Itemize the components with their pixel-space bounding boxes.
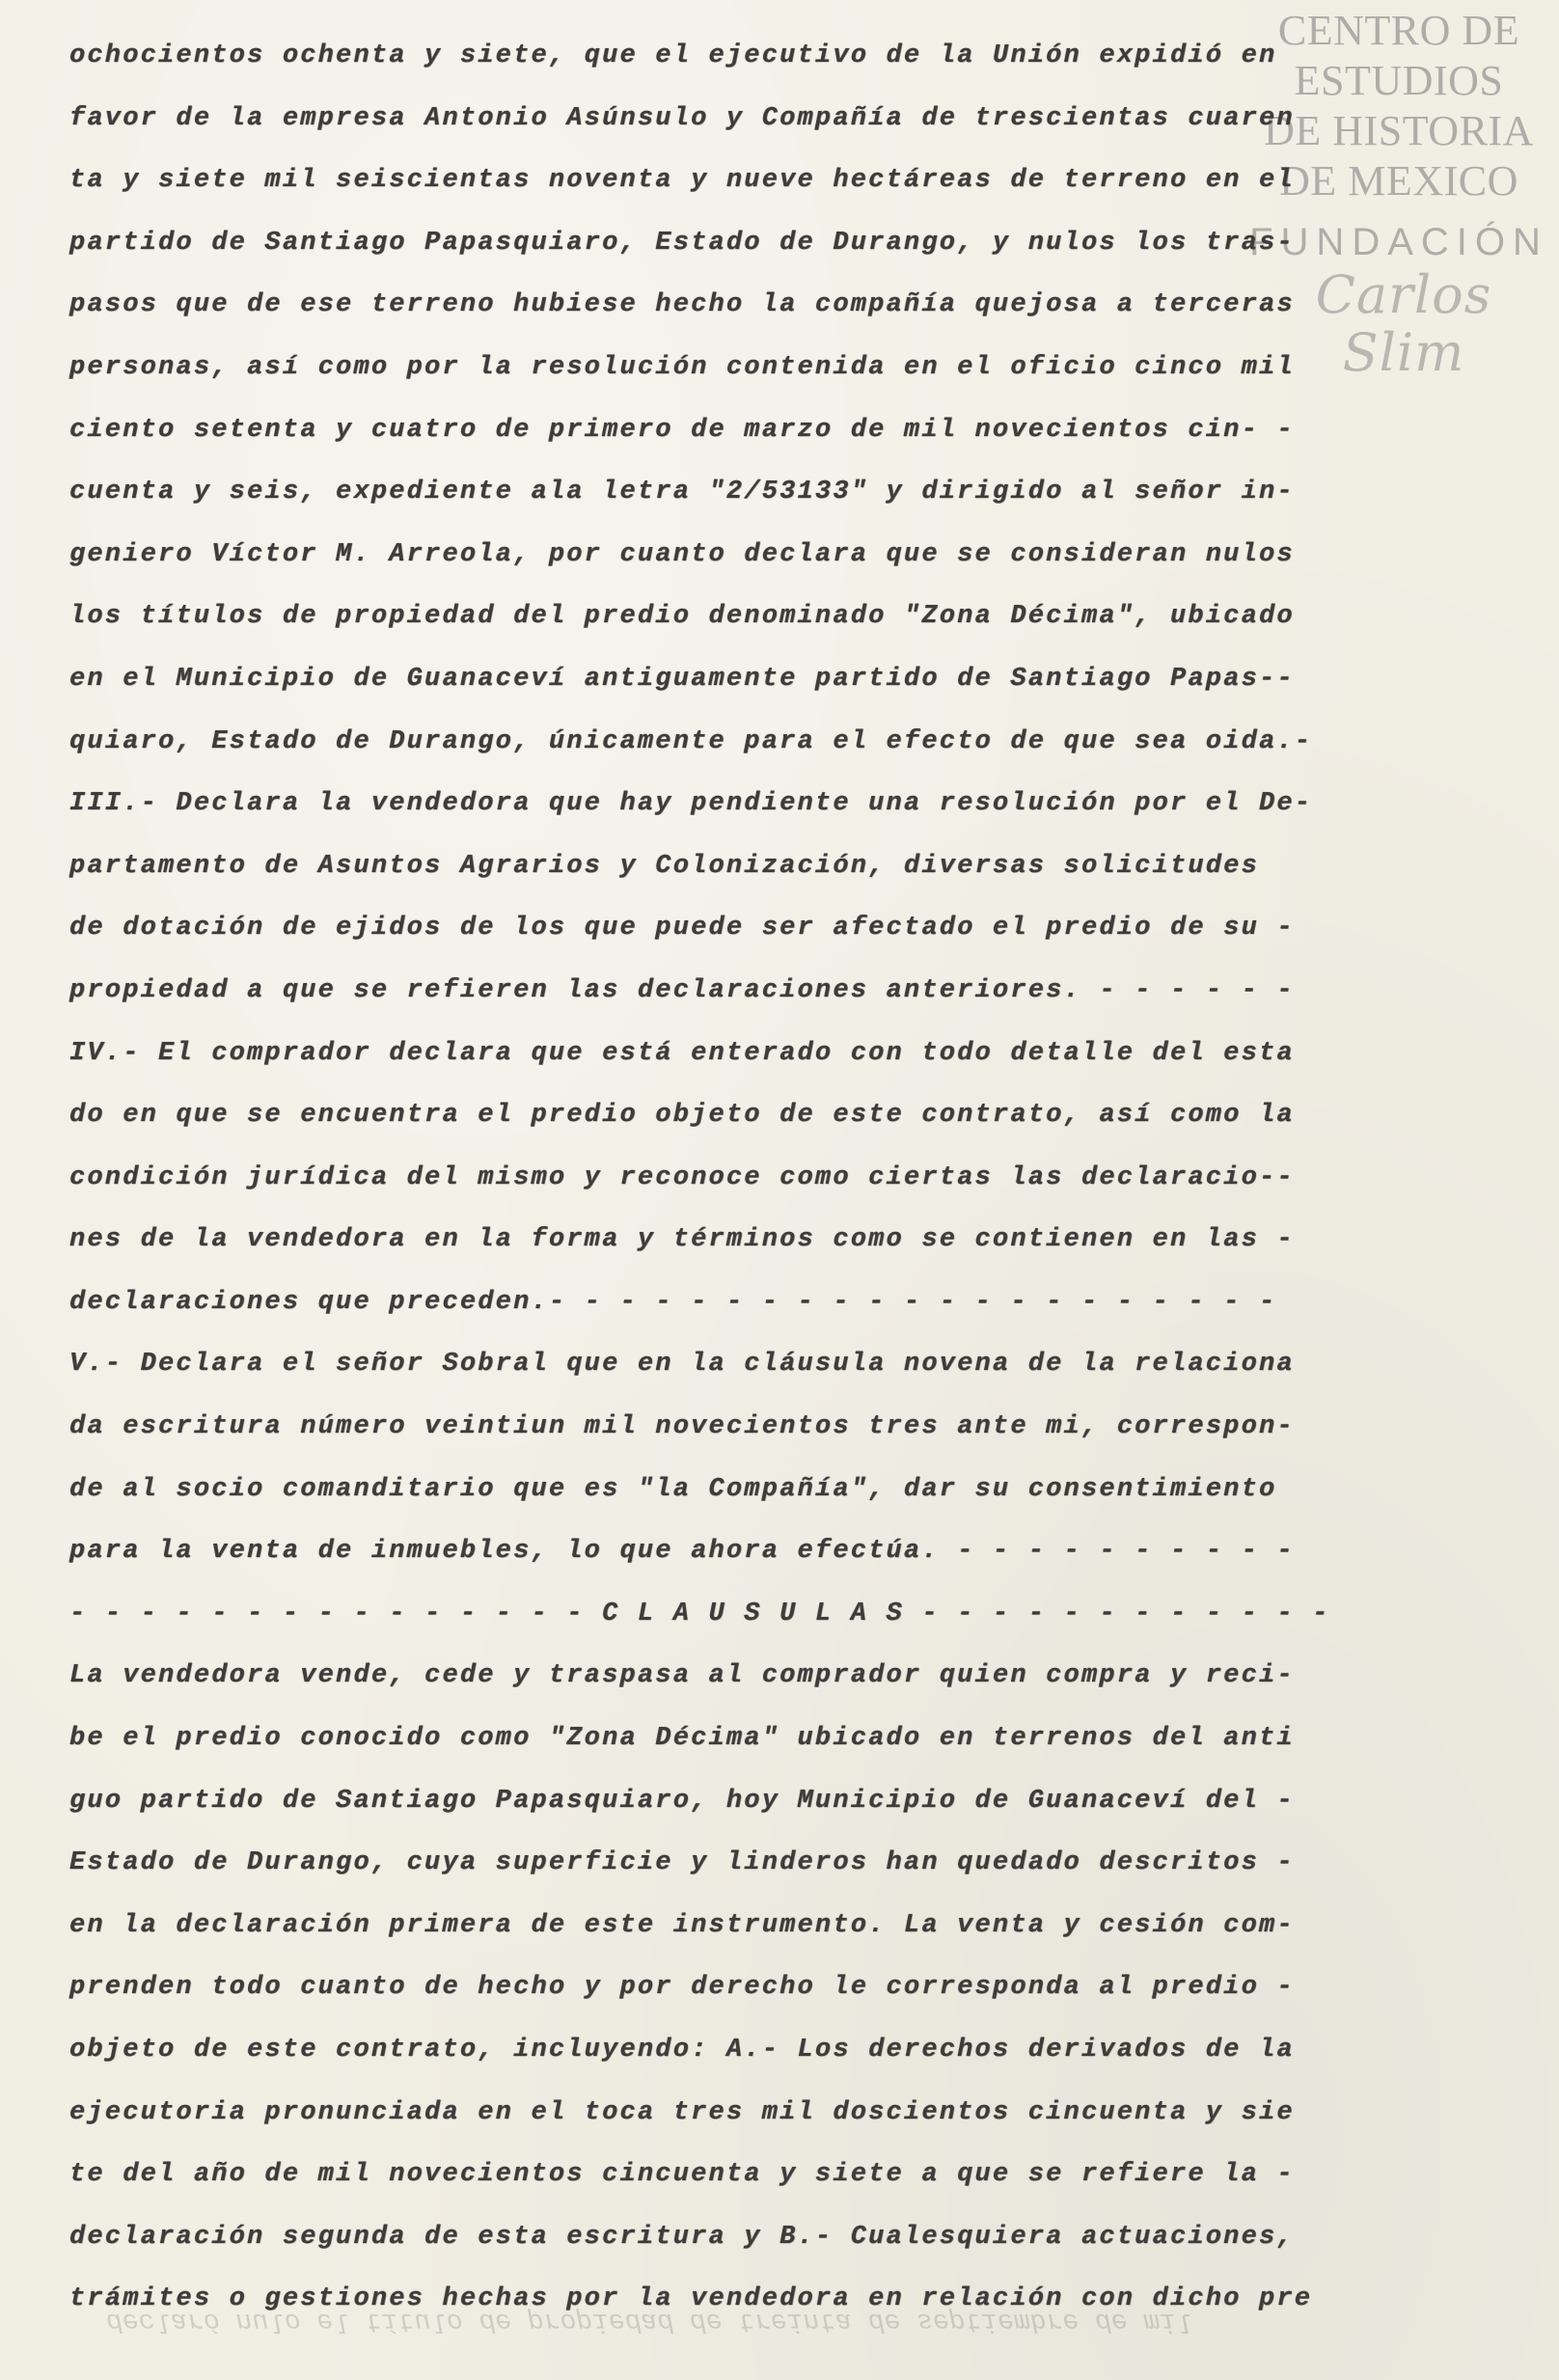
text-line: - - - - - - - - - - - - - - - C L A U S U L A S - - - - - - - - - - - - <box>69 1599 1330 1628</box>
text-line: quiaro, Estado de Durango, únicamente para el efecto de que sea oida.- <box>69 726 1313 756</box>
text-line: trámites o gestiones hechas por la vendedora en relación con dicho pre <box>69 2284 1313 2314</box>
watermark-line: DE MEXICO <box>1279 157 1518 205</box>
text-line: ta y siete mil seiscientas noventa y nueve hectáreas de terreno en el <box>69 166 1295 196</box>
text-line: partido de Santiago Papasquiaro, Estado de Durango, y nulos los tras- <box>69 228 1295 258</box>
text-line: favor de la empresa Antonio Asúnsulo y Compañía de trescientas cuaren <box>69 103 1295 133</box>
bleed-through-text: declaró nulo el título de propiedad de treinta de septiembre de mil <box>106 2306 1192 2336</box>
watermark-line: CENTRO DE <box>1277 7 1520 54</box>
text-line: partamento de Asuntos Agrarios y Colonización, diversas solicitudes <box>69 851 1259 881</box>
text-line: de al socio comanditario que es "la Compañía", dar su consentimiento <box>69 1474 1277 1504</box>
text-line: nes de la vendedora en la forma y términos como se contienen en las - <box>69 1225 1295 1255</box>
text-line: ochocientos ochenta y siete, que el ejecutivo de la Unión expidió en <box>69 41 1277 70</box>
text-line: los títulos de propiedad del predio denominado "Zona Décima", ubicado <box>69 602 1295 632</box>
text-line: propiedad a que se refieren las declaraciones anteriores. - - - - - - <box>69 975 1295 1005</box>
text-line: Estado de Durango, cuya superficie y linderos han quedado descritos - <box>69 1848 1295 1878</box>
text-line: geniero Víctor M. Arreola, por cuanto declara que se consideran nulos <box>69 539 1295 569</box>
text-line: da escritura número veintiun mil novecientos tres ante mi, correspon- <box>69 1412 1295 1442</box>
text-line: declaración segunda de esta escritura y B.- Cualesquiera actuaciones, <box>69 2222 1295 2252</box>
text-line: en el Municipio de Guanaceví antiguamente partido de Santiago Papas-- <box>69 664 1295 694</box>
text-line: declaraciones que preceden.- - - - - - - - - - - - - - - - - - - - - <box>69 1287 1277 1317</box>
text-line: ejecutoria pronunciada en el toca tres mil doscientos cincuenta y sie <box>69 2097 1295 2127</box>
text-line: do en que se encuentra el predio objeto de este contrato, así como la <box>69 1101 1295 1131</box>
text-line: para la venta de inmuebles, lo que ahora efectúa. - - - - - - - - - - <box>69 1537 1295 1567</box>
watermark-line: ESTUDIOS <box>1294 57 1504 104</box>
text-line: condición jurídica del mismo y reconoce como ciertas las declaracio-- <box>69 1163 1295 1192</box>
text-line: te del año de mil novecientos cincuenta y siete a que se refiere la - <box>69 2160 1295 2190</box>
text-line: guo partido de Santiago Papasquiaro, hoy Municipio de Guanaceví del - <box>69 1786 1295 1816</box>
typewritten-text <box>69 25 1362 2331</box>
text-line: V.- Declara el señor Sobral que en la cláusula novena de la relaciona <box>69 1350 1295 1380</box>
watermark-foundation: FUNDACIÓN <box>1249 221 1548 263</box>
text-line: objeto de este contrato, incluyendo: A.- Los derechos derivados de la <box>69 2036 1295 2065</box>
watermark-line: DE HISTORIA <box>1264 107 1534 154</box>
text-line: personas, así como por la resolución contenida en el oficio cinco mil <box>69 352 1295 382</box>
text-line: be el predio conocido como "Zona Décima" ubicado en terrenos del anti <box>69 1724 1295 1754</box>
text-line: La vendedora vende, cede y traspasa al comprador quien compra y reci- <box>69 1661 1295 1691</box>
text-line: en la declaración primera de este instrumento. La venta y cesión com- <box>69 1910 1295 1940</box>
text-line: IV.- El comprador declara que está enterado con todo detalle del esta <box>69 1038 1295 1068</box>
text-line: III.- Declara la vendedora que hay pendiente una resolución por el De- <box>69 789 1313 819</box>
text-line: prenden todo cuanto de hecho y por derecho le corresponda al predio - <box>69 1973 1295 2003</box>
text-line: de dotación de ejidos de los que puede ser afectado el predio de su - <box>69 914 1295 944</box>
text-line: pasos que de ese terreno hubiese hecho la compañía quejosa a terceras <box>69 290 1295 320</box>
watermark-signature: Carlos Slim <box>1315 264 1492 383</box>
text-line: cuenta y seis, expediente ala letra "2/53133" y dirigido al señor in- <box>69 478 1295 507</box>
text-line: ciento setenta y cuatro de primero de marzo de mil novecientos cin- - <box>69 415 1295 445</box>
